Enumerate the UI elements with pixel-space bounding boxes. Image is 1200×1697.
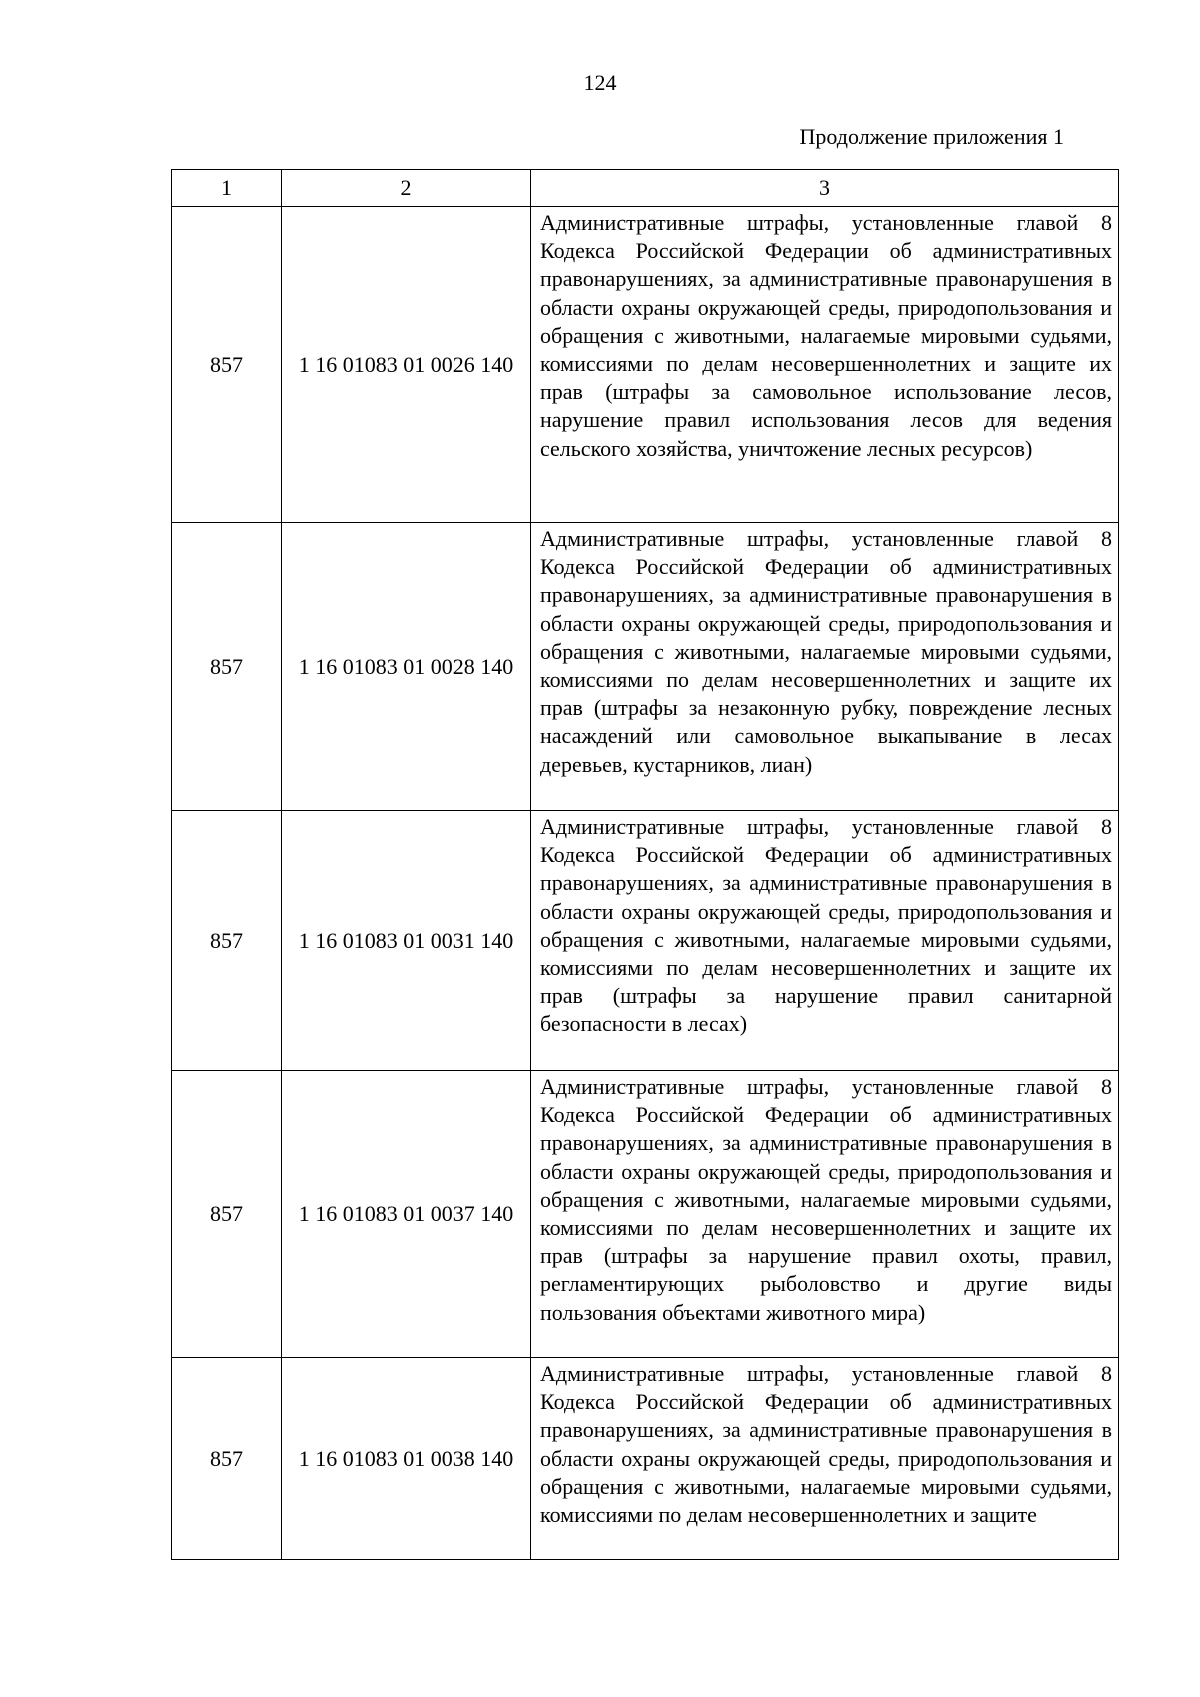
table-row <box>172 523 1119 811</box>
table-row <box>172 1358 1119 1560</box>
description-cell: Административные штрафы, установленные главой 8 Кодекса Российской Федерации об административных правонарушениях, за административные правонарушения в области охраны окружающей среды, природопользования и обращения с животными, налагаемые мировыми судьями, комиссиями по делам несовершеннолетних и защите их прав (штрафы за незаконную рубку, повреждение лесных насаждений или самовольное выкапывание в лесах деревьев, кустарников, лиан) <box>531 523 1119 811</box>
description-cell: Административные штрафы, установленные главой 8 Кодекса Российской Федерации об административных правонарушениях, за административные правонарушения в области охраны окружающей среды, природопользования и обращения с животными, налагаемые мировыми судьями, комиссиями по делам несовершеннолетних и защите их прав (штрафы за нарушение правил санитарной безопасности в лесах) <box>531 811 1119 1071</box>
description-cell: Административные штрафы, установленные главой 8 Кодекса Российской Федерации об административных правонарушениях, за административные правонарушения в области охраны окружающей среды, природопользования и обращения с животными, налагаемые мировыми судьями, комиссиями по делам несовершеннолетних и защите <box>531 1358 1119 1560</box>
description-cell: Административные штрафы, установленные главой 8 Кодекса Российской Федерации об административных правонарушениях, за административные правонарушения в области охраны окружающей среды, природопользования и обращения с животными, налагаемые мировыми судьями, комиссиями по делам несовершеннолетних и защите их прав (штрафы за нарушение правил охоты, правил, регламентирующих рыболовство и другие виды пользования объектами животного мира) <box>531 1071 1119 1358</box>
kbk-code-cell: 1 16 01083 01 0037 140 <box>282 1071 531 1358</box>
kbk-code-cell: 1 16 01083 01 0038 140 <box>282 1358 531 1560</box>
table-row <box>172 1071 1119 1358</box>
column-header-3: 3 <box>531 170 1119 207</box>
kbk-code-cell: 1 16 01083 01 0026 140 <box>282 207 531 523</box>
kbk-code-cell: 1 16 01083 01 0031 140 <box>282 811 531 1071</box>
table-row <box>172 207 1119 523</box>
page-number: 124 <box>583 70 617 95</box>
admin-code-cell: 857 <box>172 523 282 811</box>
column-header-2: 2 <box>282 170 531 207</box>
admin-code-cell: 857 <box>172 207 282 523</box>
appendix-continuation-label: Продолжение приложения 1 <box>799 124 1064 149</box>
table-row <box>172 811 1119 1071</box>
column-header-1: 1 <box>172 170 282 207</box>
admin-code-cell: 857 <box>172 1071 282 1358</box>
budget-code-table <box>171 169 1119 1560</box>
kbk-code-cell: 1 16 01083 01 0028 140 <box>282 523 531 811</box>
admin-code-cell: 857 <box>172 1358 282 1560</box>
description-cell: Административные штрафы, установленные главой 8 Кодекса Российской Федерации об административных правонарушениях, за административные правонарушения в области охраны окружающей среды, природопользования и обращения с животными, налагаемые мировыми судьями, комиссиями по делам несовершеннолетних и защите их прав (штрафы за самовольное использование лесов, нарушение правил использования лесов для ведения сельского хозяйства, уничтожение лесных ресурсов) <box>531 207 1119 523</box>
admin-code-cell: 857 <box>172 811 282 1071</box>
table-header-row <box>172 170 1119 207</box>
